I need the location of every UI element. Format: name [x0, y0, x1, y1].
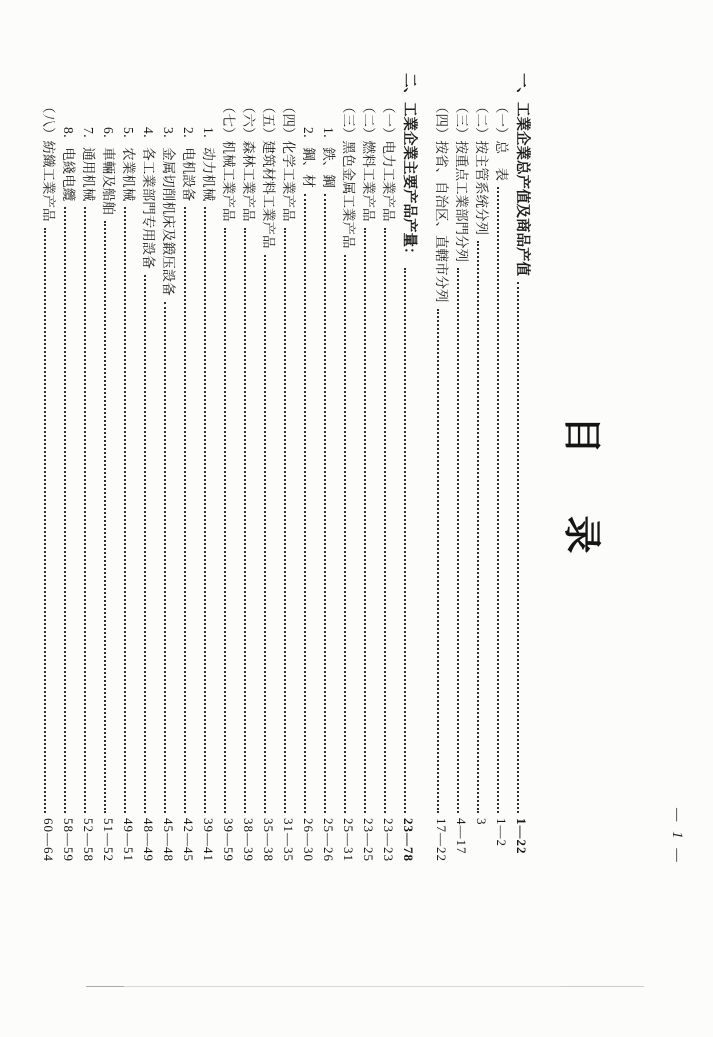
dot-leader: [477, 241, 479, 813]
toc-entry-label: 二、工業企業主要产品产量：: [401, 73, 417, 262]
toc-entry-label: 6．車輛及船舶: [101, 127, 116, 215]
toc-entry: [60, 127, 80, 906]
dot-leader: [384, 228, 386, 814]
toc-entry-pages: 45—48: [161, 818, 176, 862]
toc-entry-label: （六）森林工業产品: [241, 100, 256, 222]
toc-entry: [340, 100, 360, 906]
toc-entry-pages: 3: [474, 818, 489, 826]
dot-leader: [497, 187, 499, 813]
toc-entry-label: （四）按省、自治区、直轄市分列: [434, 100, 449, 303]
toc-entry-label: 1．鉄、鋼: [321, 127, 336, 188]
toc-entry-pages: 26—30: [301, 818, 316, 862]
toc-entry: [220, 100, 240, 906]
toc-entry: [120, 127, 140, 906]
toc-entry-pages: 52—58: [81, 818, 96, 862]
toc-entry-label: 2．鋼、材: [301, 127, 316, 188]
dot-leader: [64, 207, 66, 813]
toc-entry: [400, 73, 420, 906]
toc-entry: [300, 127, 320, 906]
dot-leader: [404, 268, 406, 814]
dot-leader: [224, 228, 226, 814]
toc-entry: [360, 100, 380, 906]
toc-entry-label: （一）总 表: [494, 100, 509, 181]
toc-entry: [80, 127, 100, 906]
toc-entry-label: （一）电力工業产品: [381, 100, 396, 222]
toc-entry: [513, 73, 533, 906]
dot-leader: [164, 302, 166, 813]
toc-entry-pages: 48—49: [141, 818, 156, 862]
toc-entry-label: （三）黑色金属工業产品: [341, 100, 356, 249]
toc-entry-pages: 39—41: [201, 818, 216, 862]
toc-entry: [180, 127, 200, 906]
toc-entry: [320, 127, 340, 906]
toc-entry: [260, 100, 280, 906]
toc-entry-pages: 58—59: [61, 818, 76, 862]
toc-entry-pages: 25—26: [321, 818, 336, 862]
toc-entry-pages: 23—78: [401, 818, 416, 862]
dot-leader: [124, 207, 126, 813]
toc-entry: [200, 127, 220, 906]
dot-leader: [84, 207, 86, 813]
dot-leader: [104, 221, 106, 813]
dot-leader: [144, 275, 146, 813]
dot-leader: [244, 228, 246, 814]
dot-leader: [344, 255, 346, 814]
dot-leader: [457, 268, 459, 813]
page-title: 目 录: [560, 416, 602, 580]
dot-leader: [284, 228, 286, 814]
toc-entry: [433, 100, 453, 906]
toc-list: [40, 73, 533, 906]
toc-entry-pages: 51—52: [101, 818, 116, 862]
page-number-marker: — 1 —: [669, 808, 685, 865]
dot-leader: [184, 207, 186, 813]
toc-entry: [140, 127, 160, 906]
toc-entry: [473, 100, 493, 906]
toc-entry-pages: 38—39: [241, 818, 256, 862]
dot-leader: [204, 207, 206, 813]
toc-entry: [280, 100, 300, 906]
toc-entry-label: 4．各工業部門专用設备: [141, 127, 156, 269]
toc-entry-pages: 42—45: [181, 818, 196, 862]
toc-entry-pages: 23—25: [361, 818, 376, 862]
toc-entry-pages: 1—22: [514, 818, 529, 855]
toc-entry: [453, 100, 473, 906]
toc-entry-label: （二）按主管系统分列: [474, 100, 489, 235]
toc-entry-label: （二）燃料工業产品: [361, 100, 376, 222]
toc-entry-label: （三）按重点工業部門分列: [454, 100, 469, 262]
toc-entry-label: 7．通用机械: [81, 127, 96, 202]
toc-entry: [100, 127, 120, 906]
toc-entry-label: 2．电机設备: [181, 127, 196, 202]
toc-entry-pages: 25—31: [341, 818, 356, 862]
dot-leader: [437, 309, 439, 814]
dot-leader: [364, 228, 366, 814]
toc-entry: [40, 100, 60, 906]
dot-leader: [44, 228, 46, 814]
toc-entry-pages: 1—2: [494, 818, 509, 847]
toc-entry-pages: 4—17: [454, 818, 469, 855]
scan-artifact-line: [86, 986, 644, 987]
toc-entry: [493, 100, 513, 906]
toc-entry-pages: 31—35: [281, 818, 296, 862]
toc-entry-pages: 35—38: [261, 818, 276, 862]
dot-leader: [304, 194, 306, 813]
toc-entry-pages: 23—23: [381, 818, 396, 862]
dot-leader: [324, 194, 326, 813]
toc-entry-label: （四）化学工業产品: [281, 100, 296, 222]
toc-entry-pages: 17—22: [434, 818, 449, 862]
dot-leader: [264, 255, 266, 814]
toc-entry-label: 5．农業机械: [121, 127, 136, 202]
toc-entry: [160, 127, 180, 906]
toc-entry-pages: 49—51: [121, 818, 136, 862]
toc-entry-label: 3．金属切削机床及鍛压設备: [161, 127, 176, 296]
dot-leader: [517, 282, 519, 813]
toc-entry-label: （五）建筑材料工業产品: [261, 100, 276, 249]
toc-entry-pages: 60—64: [41, 818, 56, 862]
toc-entry-label: 1．动力机械: [201, 127, 216, 202]
toc-entry: [380, 100, 400, 906]
toc-entry-pages: 39—59: [221, 818, 236, 862]
toc-entry: [240, 100, 260, 906]
toc-entry-label: 8．电綫电纜: [61, 127, 76, 202]
toc-entry-label: （七）机械工業产品: [221, 100, 236, 222]
toc-entry-label: 一、工業企業总产值及商品产值: [514, 73, 530, 276]
toc-entry-label: （八）紡織工業产品: [41, 100, 56, 222]
